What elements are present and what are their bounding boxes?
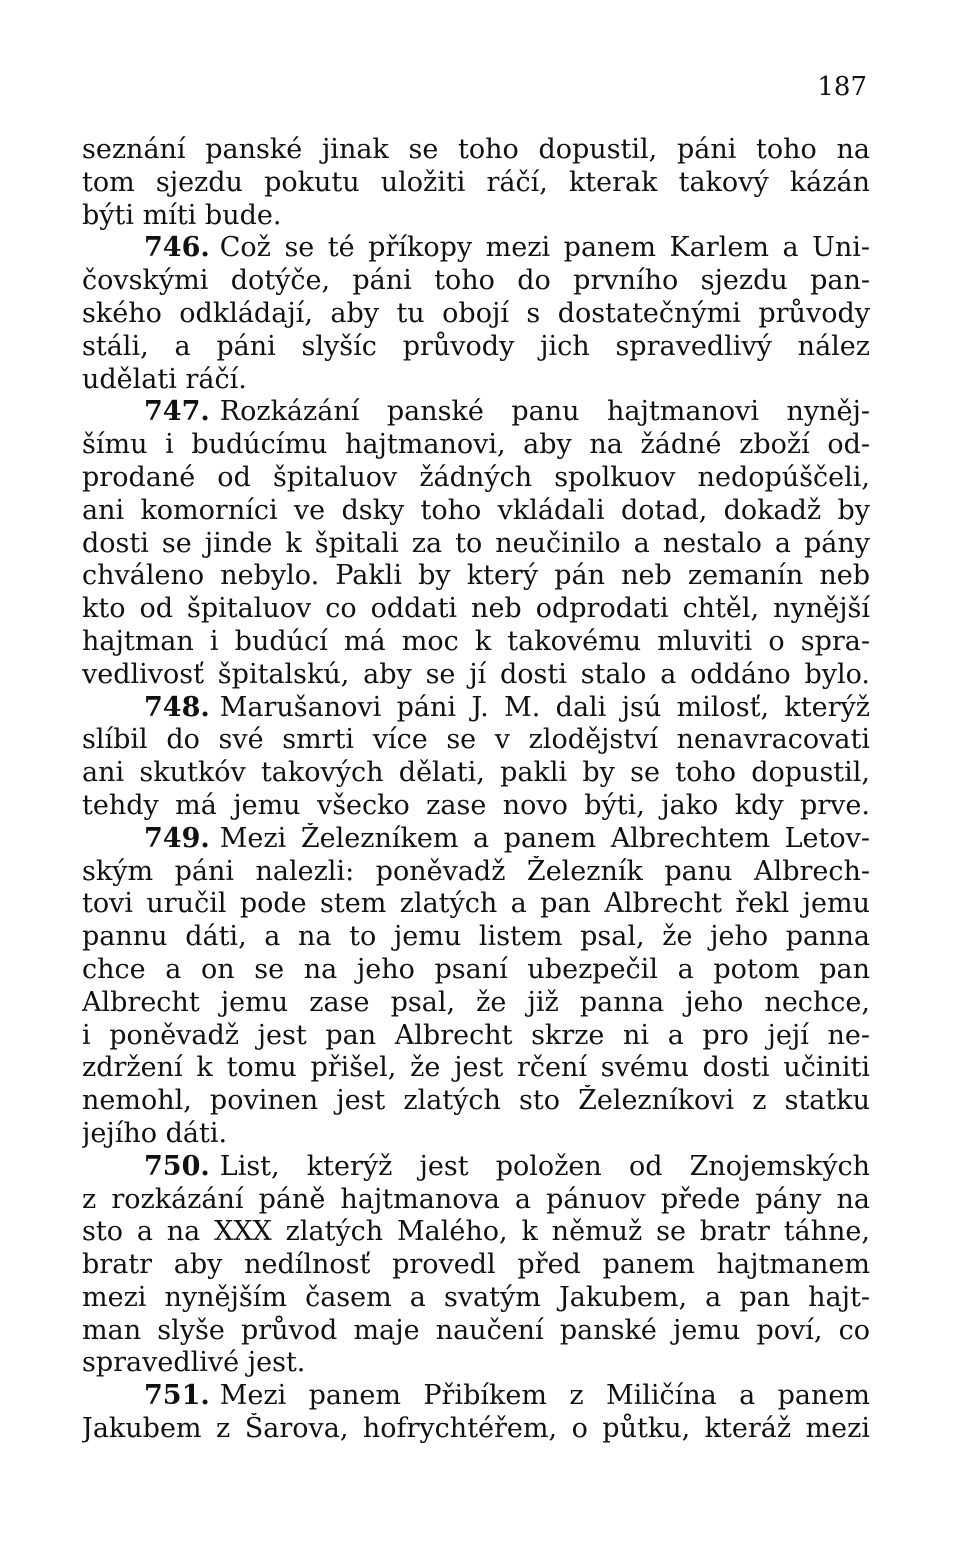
text-line — [82, 987, 870, 1020]
text-line — [82, 888, 870, 921]
text-line — [82, 626, 870, 659]
text-line — [82, 462, 870, 495]
line-text: tovi uručil pode stem zlatých a pan Albrecht řekl jemu — [82, 888, 870, 920]
text-line — [82, 528, 870, 561]
line-text: kto od špitaluov co oddati neb odprodati chtěl, nynější — [82, 593, 870, 625]
line-text: sto a na XXX zlatých Malého, k němuž se bratr táhne, — [82, 1216, 870, 1248]
page-number: 187 — [817, 72, 867, 102]
line-text: chce a on se na jeho psaní ubezpečil a potom pan — [82, 953, 870, 985]
paragraph-start-line — [82, 232, 870, 265]
text-line — [82, 790, 870, 823]
line-text: i poněvadž jest pan Albrecht skrze ni a pro její ne- — [82, 1019, 870, 1051]
line-text: Jakubem z Šarova, hofrychtéřem, o půtku, kteráž mezi — [82, 1413, 870, 1445]
text-line — [82, 298, 870, 331]
text-line — [82, 593, 870, 626]
article-number: 748. — [144, 691, 210, 723]
line-text: vedlivosť špitalskú, aby se jí dosti stalo a oddáno bylo. — [82, 658, 870, 690]
line-text: pannu dáti, a na to jemu listem psal, že jeho panna — [82, 921, 870, 953]
line-text: ani skutkóv takových dělati, pakli by se toho dopustil, — [82, 757, 870, 789]
line-text: nemohl, povinen jest zlatých sto Železníkovi z statku — [82, 1085, 870, 1117]
line-text: ského odkládají, aby tu obojí s dostatečnými průvody — [82, 297, 870, 329]
line-text: jejího dáti. — [82, 1117, 228, 1149]
text-line — [82, 1052, 870, 1085]
text-line — [82, 1347, 870, 1380]
paragraph-start-line — [82, 823, 870, 856]
line-text: tehdy má jemu všecko zase novo býti, jako kdy prve. — [82, 789, 870, 821]
text-line — [82, 200, 870, 233]
text-line — [82, 954, 870, 987]
line-text: mezi nynějším časem a svatým Jakubem, a pan hajt- — [82, 1281, 870, 1313]
paragraph-start-line — [82, 1380, 870, 1413]
line-text: seznání panské jinak se toho dopustil, páni toho na — [82, 134, 870, 165]
text-line — [82, 1184, 870, 1217]
line-text: čovskými dotýče, páni toho do prvního sjezdu pan- — [82, 265, 870, 297]
line-text: Mezi panem Přibíkem z Miličína a panem — [219, 1380, 870, 1412]
text-line — [82, 1020, 870, 1053]
paragraph-start-line — [82, 396, 870, 429]
text-line — [82, 265, 870, 298]
article-number: 749. — [144, 822, 210, 854]
line-text: šímu i budúcímu hajtmanovi, aby na žádné zboží od- — [82, 429, 870, 461]
text-line — [82, 757, 870, 790]
article-number: 751. — [144, 1380, 210, 1412]
text-line — [82, 724, 870, 757]
text-line — [82, 429, 870, 462]
text-line — [82, 167, 870, 200]
line-text: man slyše průvod maje naučení panské jemu poví, co — [82, 1314, 870, 1346]
text-line — [82, 659, 870, 692]
text-line — [82, 1118, 870, 1151]
line-text: Což se té příkopy mezi panem Karlem a Uni- — [219, 232, 870, 264]
text-line — [82, 331, 870, 364]
line-text: býti míti bude. — [82, 199, 282, 231]
text-line — [82, 1315, 870, 1348]
line-text: Rozkázání panské panu hajtmanovi nyněj- — [219, 396, 870, 428]
line-text: udělati ráčí. — [82, 363, 247, 395]
line-text: Albrecht jemu zase psal, že již panna jeho nechce, — [82, 986, 870, 1018]
line-text: stáli, a páni slyšíc průvody jich spravedlivý nález — [82, 330, 870, 362]
text-line — [82, 560, 870, 593]
line-text: spravedlivé jest. — [82, 1347, 306, 1379]
line-text: List, kterýž jest položen od Znojemských — [219, 1150, 870, 1182]
line-text: prodané od špitaluov žádných spolkuov nedopúščeli, — [82, 461, 870, 493]
paragraph-start-line — [82, 1151, 870, 1184]
text-line — [82, 364, 870, 397]
text-line — [82, 856, 870, 889]
text-line — [82, 1249, 870, 1282]
text-line — [82, 1413, 870, 1446]
line-text: slíbil do své smrti více se v zlodějství nenavracovati — [82, 724, 870, 756]
text-line — [82, 921, 870, 954]
article-number: 746. — [144, 232, 210, 264]
line-text: Marušanovi páni J. M. dali jsú milosť, kterýž — [219, 691, 870, 723]
article-number: 750. — [144, 1150, 210, 1182]
line-text: bratr aby nedílnosť provedl před panem hajtmanem — [82, 1249, 870, 1281]
line-text: z rozkázání páně hajtmanova a pánuov přede pány na — [82, 1183, 870, 1215]
line-text: Mezi Železníkem a panem Albrechtem Letov- — [219, 822, 870, 854]
text-line — [82, 1216, 870, 1249]
text-line — [82, 134, 870, 167]
line-text: chváleno nebylo. Pakli by který pán neb zemanín neb — [82, 560, 870, 592]
text-line — [82, 1282, 870, 1315]
line-text: tom sjezdu pokutu uložiti ráčí, kterak takový kázán — [82, 166, 870, 198]
line-text: dosti se jinde k špitali za to neučinilo a nestalo a pány — [82, 527, 870, 559]
line-text: ani komorníci ve dsky toho vkládali dotad, dokadž by — [82, 494, 870, 526]
article-number: 747. — [144, 396, 210, 428]
text-column — [82, 134, 870, 1446]
line-text: ským páni nalezli: poněvadž Železník panu Albrech- — [82, 855, 870, 887]
line-text: zdržení k tomu přišel, že jest rčení svému dosti učiniti — [82, 1052, 870, 1084]
paragraph-start-line — [82, 692, 870, 725]
line-text: hajtman i budúcí má moc k takovému mluviti o spra- — [82, 625, 870, 657]
text-line — [82, 495, 870, 528]
text-line — [82, 1085, 870, 1118]
